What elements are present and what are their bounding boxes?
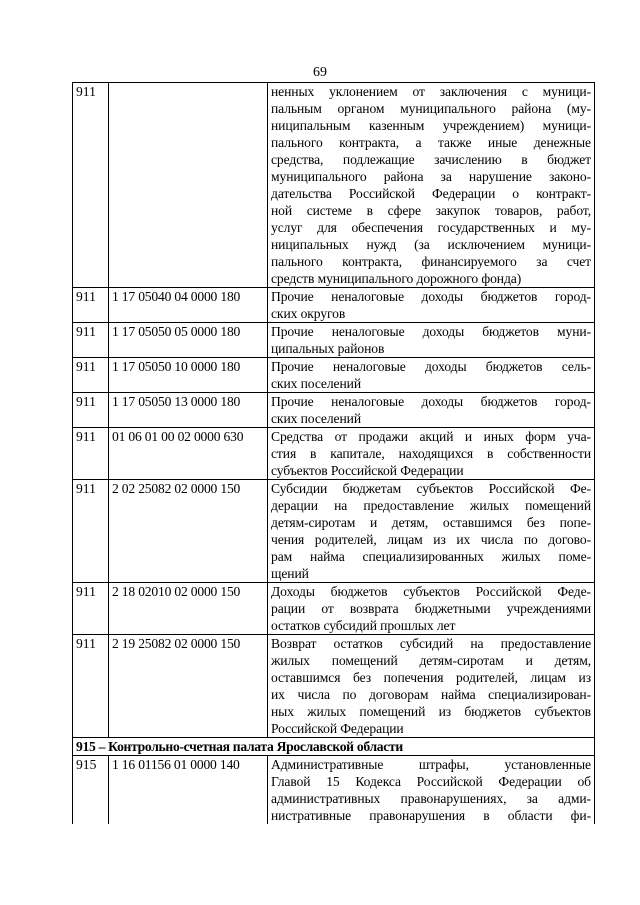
admin-code-cell: 911 — [73, 323, 109, 358]
table-row — [73, 756, 595, 825]
admin-code-cell: 911 — [73, 358, 109, 393]
admin-code-cell: 911 — [73, 428, 109, 480]
revenue-name-line: рам найма специализированных жилых поме- — [271, 549, 591, 564]
table-row — [73, 583, 595, 635]
revenue-name-line: ских поселений — [271, 376, 361, 391]
budget-code-cell: 1 16 01156 01 0000 140 — [109, 756, 268, 825]
revenue-name-line: Административные штрафы, установленные — [271, 757, 591, 772]
revenue-name-cell — [268, 323, 595, 358]
revenue-name-line: Субсидии бюджетам субъектов Российской Фе- — [271, 481, 591, 496]
revenue-name-line: дерации на предоставление жилых помещений — [271, 498, 591, 513]
revenue-name-line: их числа по договорам найма специализирован- — [271, 687, 591, 702]
revenue-name-line: оставшимся без попечения родителей, лицам из — [271, 670, 591, 685]
revenue-name-line: остатков субсидий прошлых лет — [271, 618, 456, 633]
admin-code-cell: 915 — [73, 756, 109, 825]
revenue-name-cell — [268, 480, 595, 583]
budget-code-cell: 01 06 01 00 02 0000 630 — [109, 428, 268, 480]
table-row — [73, 358, 595, 393]
table-row — [73, 428, 595, 480]
revenue-name-line: Прочие неналоговые доходы бюджетов город- — [271, 289, 591, 304]
budget-code-cell: 2 02 25082 02 0000 150 — [109, 480, 268, 583]
revenue-name-cell — [268, 635, 595, 738]
table-row — [73, 323, 595, 358]
revenue-name-line: Возврат остатков субсидий на предоставление — [271, 636, 591, 651]
page-number: 69 — [313, 65, 327, 80]
admin-code-cell: 911 — [73, 83, 109, 288]
revenue-name-line: ниципальным казенным учреждением) муници- — [271, 118, 591, 133]
revenue-name-line: муниципального района за нарушение законо- — [271, 169, 591, 184]
revenue-name-line: услуг для обеспечения государственных и му- — [271, 220, 591, 235]
table-row — [73, 288, 595, 323]
budget-code-cell: 1 17 05050 10 0000 180 — [109, 358, 268, 393]
revenue-name-line: чения родителей, лицам из их числа по догово- — [271, 532, 591, 547]
section-title: 915 – Контрольно-счетная палата Ярославской области — [73, 738, 595, 756]
admin-code-cell: 911 — [73, 288, 109, 323]
revenue-name-line: стия в капитале, находящихся в собственности — [271, 446, 591, 461]
table-body — [73, 83, 595, 825]
revenue-name-line: рации от возврата бюджетными учреждениями — [271, 601, 591, 616]
revenue-name-cell — [268, 583, 595, 635]
revenue-name-cell — [268, 393, 595, 428]
revenue-name-line: дательства Российской Федерации о контракт- — [271, 186, 591, 201]
revenue-name-line: ненных уклонением от заключения с муници- — [271, 84, 591, 99]
admin-code-cell: 911 — [73, 583, 109, 635]
budget-code-cell: 1 17 05050 13 0000 180 — [109, 393, 268, 428]
revenue-name-line: ных жилых помещений из бюджетов субъектов — [271, 704, 591, 719]
revenue-name-line: средств муниципального дорожного фонда) — [271, 271, 522, 286]
revenue-name-line: жилых помещений детям-сиротам и детям, — [271, 653, 591, 668]
revenue-name-line: ципальных районов — [271, 341, 385, 356]
revenue-name-line: пальным органом муниципального района (му- — [271, 101, 591, 116]
revenue-name-line: административных правонарушениях, за адми- — [271, 791, 591, 806]
revenue-name-line: нистративные правонарушения в области фи- — [271, 808, 591, 823]
budget-code-cell: 2 18 02010 02 0000 150 — [109, 583, 268, 635]
budget-code-cell — [109, 83, 268, 288]
admin-code-cell: 911 — [73, 393, 109, 428]
revenue-name-line: пального контракта, финансируемого за счет — [271, 254, 591, 269]
revenue-name-cell — [268, 358, 595, 393]
budget-code-cell: 1 17 05050 05 0000 180 — [109, 323, 268, 358]
budget-codes-table — [72, 82, 595, 824]
revenue-name-line: Главой 15 Кодекса Российской Федерации об — [271, 774, 591, 789]
revenue-name-cell — [268, 428, 595, 480]
revenue-name-line: Российской Федерации — [271, 721, 404, 736]
table-row — [73, 480, 595, 583]
revenue-name-line: щений — [271, 566, 309, 581]
revenue-name-line: Прочие неналоговые доходы бюджетов сель- — [271, 359, 591, 374]
table-row — [73, 635, 595, 738]
revenue-name-line: ских округов — [271, 306, 346, 321]
revenue-name-cell — [268, 756, 595, 825]
budget-code-cell: 1 17 05040 04 0000 180 — [109, 288, 268, 323]
budget-code-cell: 2 19 25082 02 0000 150 — [109, 635, 268, 738]
revenue-name-line: ной системе в сфере закупок товаров, работ, — [271, 203, 591, 218]
admin-code-cell: 911 — [73, 635, 109, 738]
revenue-name-line: Прочие неналоговые доходы бюджетов город- — [271, 394, 591, 409]
revenue-name-cell — [268, 288, 595, 323]
revenue-name-line: Доходы бюджетов субъектов Российской Феде- — [271, 584, 591, 599]
table-row — [73, 83, 595, 288]
revenue-name-line: средства, подлежащие зачислению в бюджет — [271, 152, 591, 167]
revenue-name-line: ских поселений — [271, 411, 361, 426]
revenue-name-line: Средства от продажи акций и иных форм уча- — [271, 429, 591, 444]
revenue-name-line: ниципальных нужд (за исключением муници- — [271, 237, 591, 252]
revenue-name-cell — [268, 83, 595, 288]
revenue-name-line: субъектов Российской Федерации — [271, 463, 464, 478]
revenue-name-line: детям-сиротам и детям, оставшимся без попе- — [271, 515, 591, 530]
revenue-name-line: Прочие неналоговые доходы бюджетов муни- — [271, 324, 591, 339]
revenue-name-line: пального контракта, а также иные денежные — [271, 135, 591, 150]
admin-code-cell: 911 — [73, 480, 109, 583]
section-header-row — [73, 738, 595, 756]
table-row — [73, 393, 595, 428]
